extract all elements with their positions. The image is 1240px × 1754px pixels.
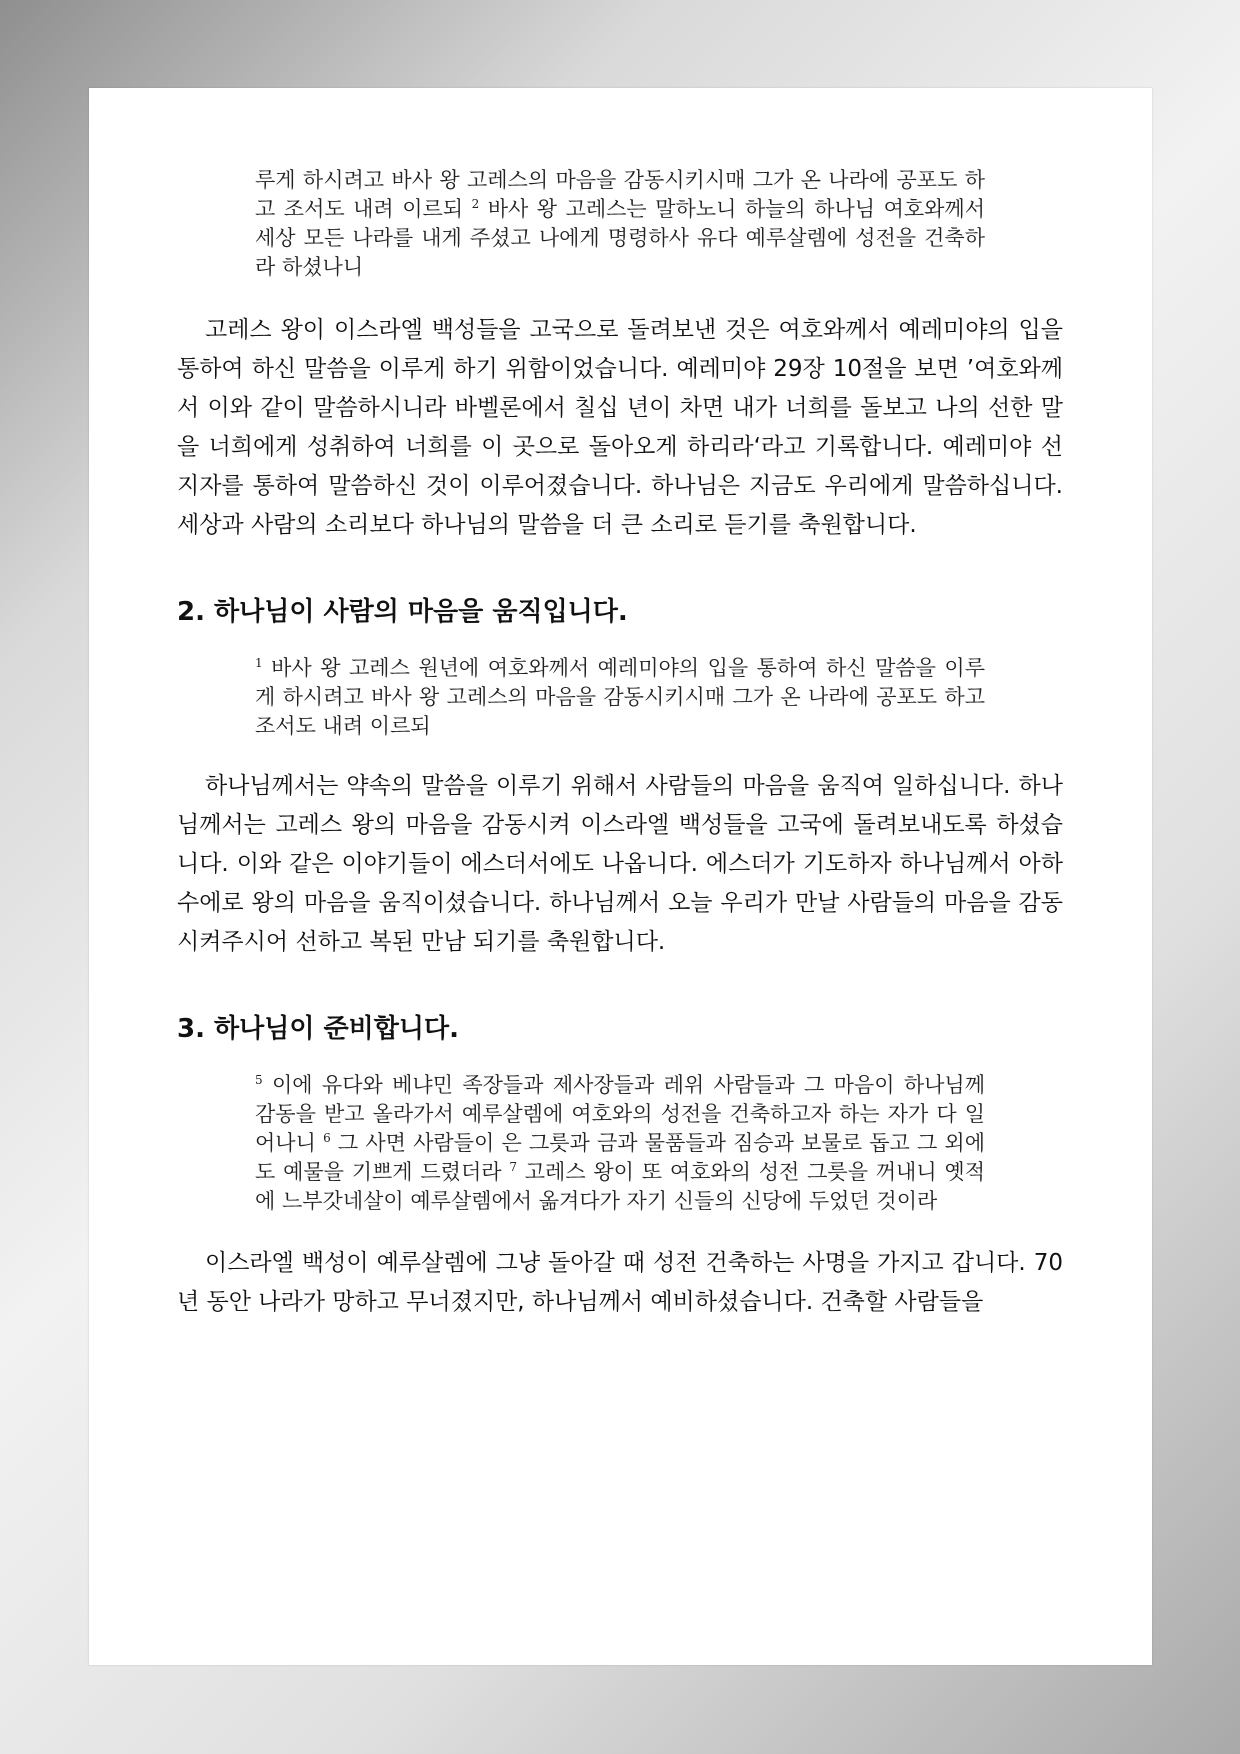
document-content [177, 166, 1063, 1322]
body-paragraph-2: 하나님께서는 약속의 말씀을 이루기 위해서 사람들의 마음을 움직여 일하십니다. 하나님께서는 고레스 왕의 마음을 감동시켜 이스라엘 백성들을 고국에 돌려보내도록 하셨습니다. 이와 같은 이야기들이 에스더서에도 나옵니다. 에스더가 기도하자 하나님께서 아하수에로 왕의 마음을 움직이셨습니다. 하나님께서 오늘 우리가 만날 사람들의 마음을 감동시켜주시어 선하고 복된 만남 되기를 축원합니다. [177, 773, 1063, 955]
verse-number: 5 [255, 1073, 263, 1087]
verse-text: 바사 왕 고레스는 말하노니 하늘의 하나님 여호와께서 세상 모든 나라를 내게 주셨고 나에게 명령하사 유다 예루살렘에 성전을 건축하라 하셨나니 [255, 197, 985, 279]
scripture-quote-3 [255, 1071, 985, 1216]
body-paragraph-1: 고레스 왕이 이스라엘 백성들을 고국으로 돌려보낸 것은 여호와께서 예레미야의 입을 통하여 하신 말씀을 이루게 하기 위함이었습니다. 예레미야 29장 10절을 보면 ’여호와께서 이와 같이 말씀하시니라 바벨론에서 칠십 년이 차면 내가 너희를 돌보고 나의 선한 말을 너희에게 성취하여 너희를 이 곳으로 돌아오게 하리라‘라고 기록합니다. 예레미야 선지자를 통하여 말씀하신 것이 이루어졌습니다. 하나님은 지금도 우리에게 말씀하십니다. 세상과 사람의 소리보다 하나님의 말씀을 더 큰 소리로 듣기를 축원합니다. [177, 317, 1063, 538]
verse-text: 바사 왕 고레스 원년에 여호와께서 예레미야의 입을 통하여 하신 말씀을 이루게 하시려고 바사 왕 고레스의 마음을 감동시키시매 그가 온 나라에 공포도 하고 조서도 내려 이르되 [255, 656, 985, 738]
verse-number: 7 [509, 1160, 517, 1174]
verse-number: 2 [471, 197, 480, 211]
document-page [89, 88, 1152, 1665]
scripture-quote-1 [255, 166, 985, 282]
verse-text: 고레스 왕이 또 여호와의 성전 그릇을 꺼내니 옛적에 느부갓네살이 예루살렘에서 옮겨다가 자기 신들의 신당에 두었던 것이라 [255, 1160, 985, 1213]
verse-number: 6 [323, 1131, 331, 1145]
verse-text: 그 사면 사람들이 은 그릇과 금과 물품들과 짐승과 보물로 돕고 그 외에도 예물을 기쁘게 드렸더라 [255, 1131, 985, 1184]
scripture-quote-2 [255, 654, 985, 741]
verse-number: 1 [255, 656, 263, 670]
section-heading-2: 2. 하나님이 사람의 마음을 움직입니다. [177, 597, 628, 627]
section-heading-3: 3. 하나님이 준비합니다. [177, 1014, 459, 1044]
body-paragraph-3: 이스라엘 백성이 예루살렘에 그냥 돌아갈 때 성전 건축하는 사명을 가지고 갑니다. 70년 동안 나라가 망하고 무너졌지만, 하나님께서 예비하셨습니다. 건축할 사람들을 [177, 1250, 1063, 1315]
verse-text: 이에 유다와 베냐민 족장들과 제사장들과 레위 사람들과 그 마음이 하나님께 감동을 받고 올라가서 예루살렘에 여호와의 성전을 건축하고자 하는 자가 다 일어나니 [255, 1073, 985, 1155]
verse-text: 루게 하시려고 바사 왕 고레스의 마음을 감동시키시매 그가 온 나라에 공포도 하고 조서도 내려 이르되 [255, 168, 985, 221]
